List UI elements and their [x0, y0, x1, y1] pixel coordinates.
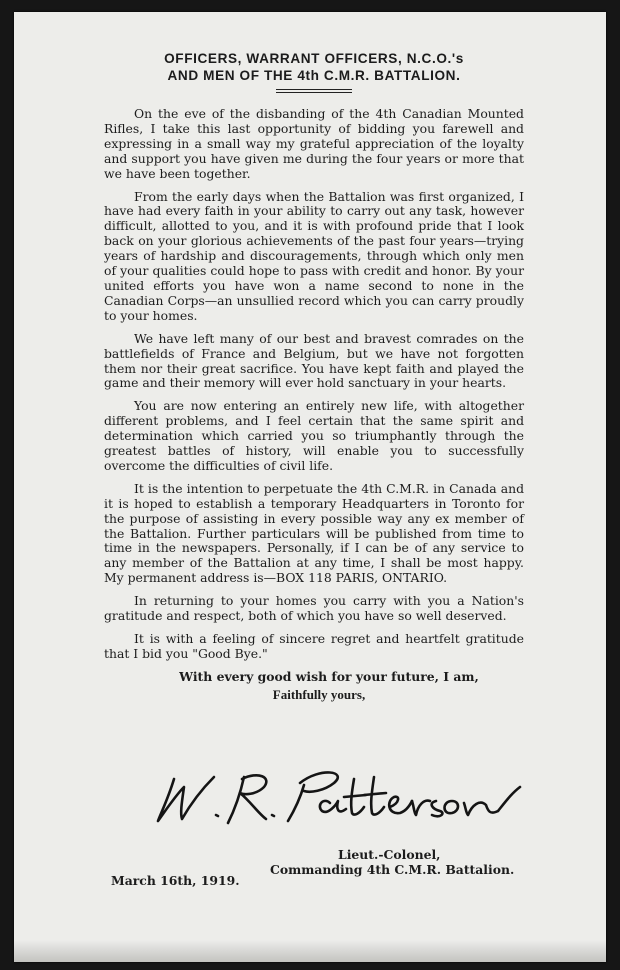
paragraph-good-bye: It is with a feeling of sincere regret and heartfelt gratitude that I bid you "Good Bye.": [104, 631, 524, 661]
letter-body: [104, 50, 524, 703]
heading: [74, 50, 554, 84]
paragraph-farewell: On the eve of the disbanding of the 4th Canadian Mounted Rifles, I take this last opportunity of bidding you farewell and expressing in a small way my grateful appreciation of the loyalty and support you have given me during the four years or more that we have been together.: [104, 106, 524, 181]
heading-line-1: OFFICERS, WARRANT OFFICERS, N.C.O.'s: [164, 51, 464, 66]
handwritten-signature: [154, 757, 524, 837]
sign-off: Faithfully yours,: [272, 686, 366, 702]
signer-rank: Lieut.-Colonel,: [338, 847, 441, 862]
paragraph-new-life: You are now entering an entirely new life, with altogether different problems, and I feel certain that the same spirit and determination which carried you so triumphantly through the greatest battles of history, will enable you to successfully overcome the difficulties of civil life.: [104, 398, 524, 473]
closing-wish: With every good wish for your future, I am,: [179, 668, 479, 684]
paragraph-achievements: From the early days when the Battalion was first organized, I have had every faith in your ability to carry out any task, however difficult, allotted to you, and it is with profound pride that I look back on your glorious achievements of the past four years—trying years of hardship and discouragements, through which only men of your qualities could hope to pass with credit and honor. By your united efforts you have won a name second to none in the Canadian Corps—an unsullied record which you can carry proudly to your homes.: [104, 188, 524, 323]
heading-rule: [276, 89, 352, 93]
paragraph-gratitude: In returning to your homes you carry with you a Nation's gratitude and respect, both of which you have so well deserved.: [104, 593, 524, 624]
letter-page: [14, 12, 606, 962]
paragraph-comrades: We have left many of our best and bravest comrades on the battlefields of France and Belgium, but we have not forgotten them nor their great sacrifice. You have kept faith and played the game and their memory will ever hold sanctuary in your hearts.: [104, 330, 524, 391]
paragraph-headquarters: It is the intention to perpetuate the 4th C.M.R. in Canada and it is hoped to establish a temporary Headquarters in Toronto for the purpose of assisting in every possible way any ex member of the Battalion. Further particulars will be published from time to time in the newspapers. Personally, if I can be of any service to any member of the Battalion at any time, I shall be most happy. My permanent address is—BOX 118 PARIS, ONTARIO.: [104, 480, 524, 586]
letter-date: March 16th, 1919.: [111, 873, 240, 888]
signer-command: Commanding 4th C.M.R. Battalion.: [270, 862, 515, 877]
heading-line-2: AND MEN OF THE 4th C.M.R. BATTALION.: [167, 68, 461, 83]
